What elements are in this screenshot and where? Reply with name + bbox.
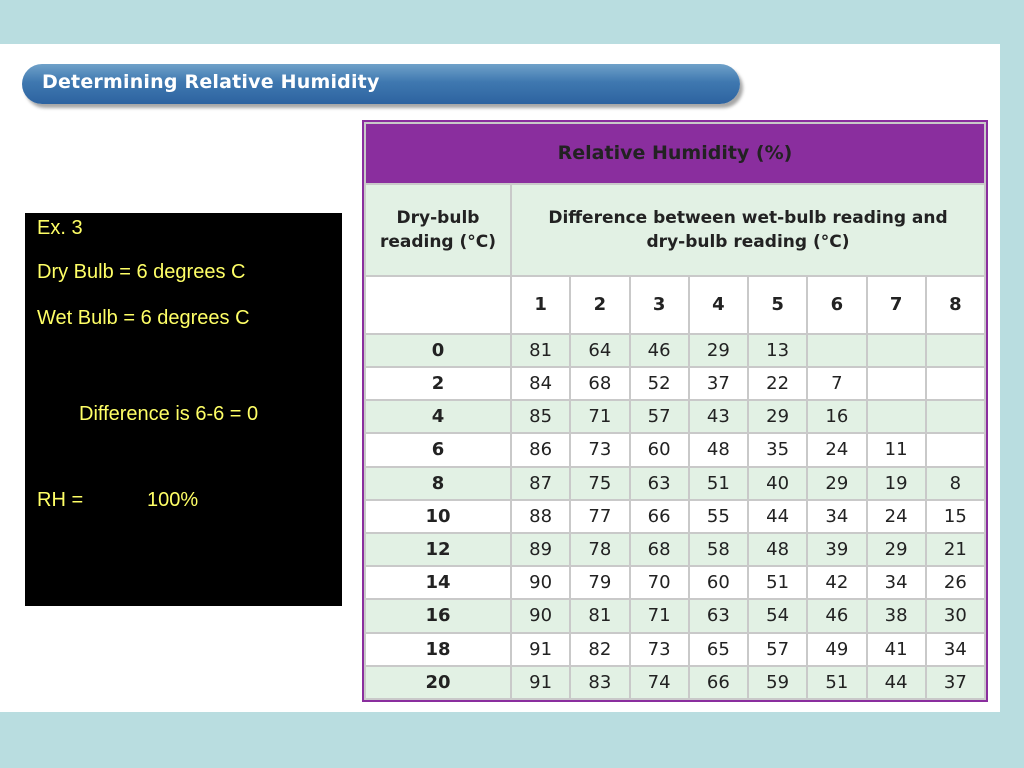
humidity-cell: 66	[689, 666, 748, 699]
humidity-cell: 74	[630, 666, 689, 699]
humidity-cell: 70	[630, 566, 689, 599]
column-number: 6	[807, 276, 866, 334]
humidity-cell: 29	[689, 334, 748, 367]
dry-bulb-value: 10	[365, 500, 511, 533]
humidity-cell: 21	[926, 533, 985, 566]
dry-bulb-value: 4	[365, 400, 511, 433]
dry-bulb-value: 14	[365, 566, 511, 599]
humidity-cell	[867, 400, 926, 433]
dry-bulb-value: 0	[365, 334, 511, 367]
humidity-cell: 75	[570, 467, 629, 500]
humidity-cell: 41	[867, 633, 926, 666]
column-number: 4	[689, 276, 748, 334]
humidity-cell: 44	[867, 666, 926, 699]
humidity-cell: 63	[689, 599, 748, 632]
humidity-cell: 30	[926, 599, 985, 632]
humidity-cell: 77	[570, 500, 629, 533]
humidity-cell: 68	[630, 533, 689, 566]
dry-bulb-value: 16	[365, 599, 511, 632]
table-row	[365, 500, 985, 533]
rh-label: RH =	[37, 489, 84, 511]
humidity-cell: 51	[807, 666, 866, 699]
humidity-cell: 34	[867, 566, 926, 599]
humidity-cell: 73	[570, 433, 629, 466]
column-number: 7	[867, 276, 926, 334]
humidity-cell: 84	[511, 367, 570, 400]
dry-bulb-value: 8	[365, 467, 511, 500]
slide-title-bar	[22, 64, 740, 104]
humidity-cell: 73	[630, 633, 689, 666]
humidity-cell: 83	[570, 666, 629, 699]
humidity-cell: 49	[807, 633, 866, 666]
humidity-cell: 29	[867, 533, 926, 566]
humidity-cell: 68	[570, 367, 629, 400]
humidity-cell: 51	[748, 566, 807, 599]
dry-bulb-value: 18	[365, 633, 511, 666]
humidity-cell	[807, 334, 866, 367]
humidity-cell: 91	[511, 666, 570, 699]
table-row	[365, 599, 985, 632]
humidity-cell: 78	[570, 533, 629, 566]
humidity-cell: 38	[867, 599, 926, 632]
dry-bulb-value: 20	[365, 666, 511, 699]
humidity-cell	[926, 433, 985, 466]
humidity-cell: 44	[748, 500, 807, 533]
table-row	[365, 334, 985, 367]
humidity-cell: 57	[630, 400, 689, 433]
wet-bulb-text: Wet Bulb = 6 degrees C	[37, 307, 250, 329]
humidity-cell: 81	[570, 599, 629, 632]
humidity-cell: 34	[807, 500, 866, 533]
humidity-cell: 85	[511, 400, 570, 433]
humidity-cell: 57	[748, 633, 807, 666]
humidity-cell: 11	[867, 433, 926, 466]
table-title: Relative Humidity (%)	[365, 123, 985, 184]
slide	[0, 44, 1000, 712]
humidity-cell: 59	[748, 666, 807, 699]
difference-text: Difference is 6-6 = 0	[79, 403, 259, 425]
column-number: 8	[926, 276, 985, 334]
humidity-cell: 90	[511, 599, 570, 632]
humidity-cell	[926, 334, 985, 367]
humidity-cell: 35	[748, 433, 807, 466]
row-header-text: Dry-bulb reading (°C)	[379, 207, 497, 252]
humidity-cell: 82	[570, 633, 629, 666]
humidity-cell: 71	[570, 400, 629, 433]
humidity-cell: 24	[867, 500, 926, 533]
table-row	[365, 400, 985, 433]
row-header	[365, 184, 511, 276]
humidity-cell: 48	[689, 433, 748, 466]
humidity-cell: 90	[511, 566, 570, 599]
humidity-cell: 48	[748, 533, 807, 566]
humidity-cell: 46	[807, 599, 866, 632]
humidity-cell: 39	[807, 533, 866, 566]
column-header	[511, 184, 985, 276]
humidity-cell	[867, 334, 926, 367]
humidity-cell: 43	[689, 400, 748, 433]
humidity-cell: 37	[926, 666, 985, 699]
humidity-cell: 65	[689, 633, 748, 666]
humidity-cell: 37	[689, 367, 748, 400]
humidity-cell: 15	[926, 500, 985, 533]
humidity-cell: 54	[748, 599, 807, 632]
humidity-cell	[926, 400, 985, 433]
humidity-cell: 66	[630, 500, 689, 533]
humidity-cell	[926, 367, 985, 400]
dry-bulb-value: 12	[365, 533, 511, 566]
column-header-text: Difference between wet-bulb reading and dry-bulb reading (°C)	[548, 207, 948, 252]
example-label: Ex. 3	[37, 217, 83, 239]
column-number: 5	[748, 276, 807, 334]
rh-value: 100%	[147, 489, 199, 511]
dry-bulb-text: Dry Bulb = 6 degrees C	[37, 261, 246, 283]
humidity-cell: 22	[748, 367, 807, 400]
humidity-cell: 34	[926, 633, 985, 666]
humidity-cell: 40	[748, 467, 807, 500]
humidity-cell: 52	[630, 367, 689, 400]
humidity-cell: 89	[511, 533, 570, 566]
humidity-cell: 79	[570, 566, 629, 599]
humidity-cell: 29	[748, 400, 807, 433]
relative-humidity-table	[362, 120, 988, 702]
humidity-cell: 26	[926, 566, 985, 599]
humidity-cell: 19	[867, 467, 926, 500]
humidity-cell: 29	[807, 467, 866, 500]
humidity-cell: 55	[689, 500, 748, 533]
humidity-cell: 81	[511, 334, 570, 367]
humidity-cell: 64	[570, 334, 629, 367]
dry-bulb-value: 2	[365, 367, 511, 400]
humidity-cell: 46	[630, 334, 689, 367]
humidity-cell: 86	[511, 433, 570, 466]
humidity-cell: 63	[630, 467, 689, 500]
humidity-cell: 13	[748, 334, 807, 367]
humidity-cell: 51	[689, 467, 748, 500]
humidity-cell: 60	[689, 566, 748, 599]
humidity-cell: 16	[807, 400, 866, 433]
humidity-cell: 91	[511, 633, 570, 666]
column-number: 2	[570, 276, 629, 334]
column-number-blank	[365, 276, 511, 334]
humidity-cell: 7	[807, 367, 866, 400]
humidity-cell: 88	[511, 500, 570, 533]
humidity-cell: 8	[926, 467, 985, 500]
table-row	[365, 367, 985, 400]
humidity-cell	[867, 367, 926, 400]
table-row	[365, 533, 985, 566]
humidity-cell: 87	[511, 467, 570, 500]
column-number: 1	[511, 276, 570, 334]
humidity-cell: 60	[630, 433, 689, 466]
example-box	[25, 213, 342, 606]
table-row	[365, 633, 985, 666]
slide-title: Determining Relative Humidity	[42, 71, 380, 93]
table-row	[365, 566, 985, 599]
humidity-cell: 42	[807, 566, 866, 599]
humidity-cell: 71	[630, 599, 689, 632]
humidity-cell: 24	[807, 433, 866, 466]
humidity-cell: 58	[689, 533, 748, 566]
table-row	[365, 433, 985, 466]
table-row	[365, 467, 985, 500]
column-number: 3	[630, 276, 689, 334]
dry-bulb-value: 6	[365, 433, 511, 466]
table-row	[365, 666, 985, 699]
